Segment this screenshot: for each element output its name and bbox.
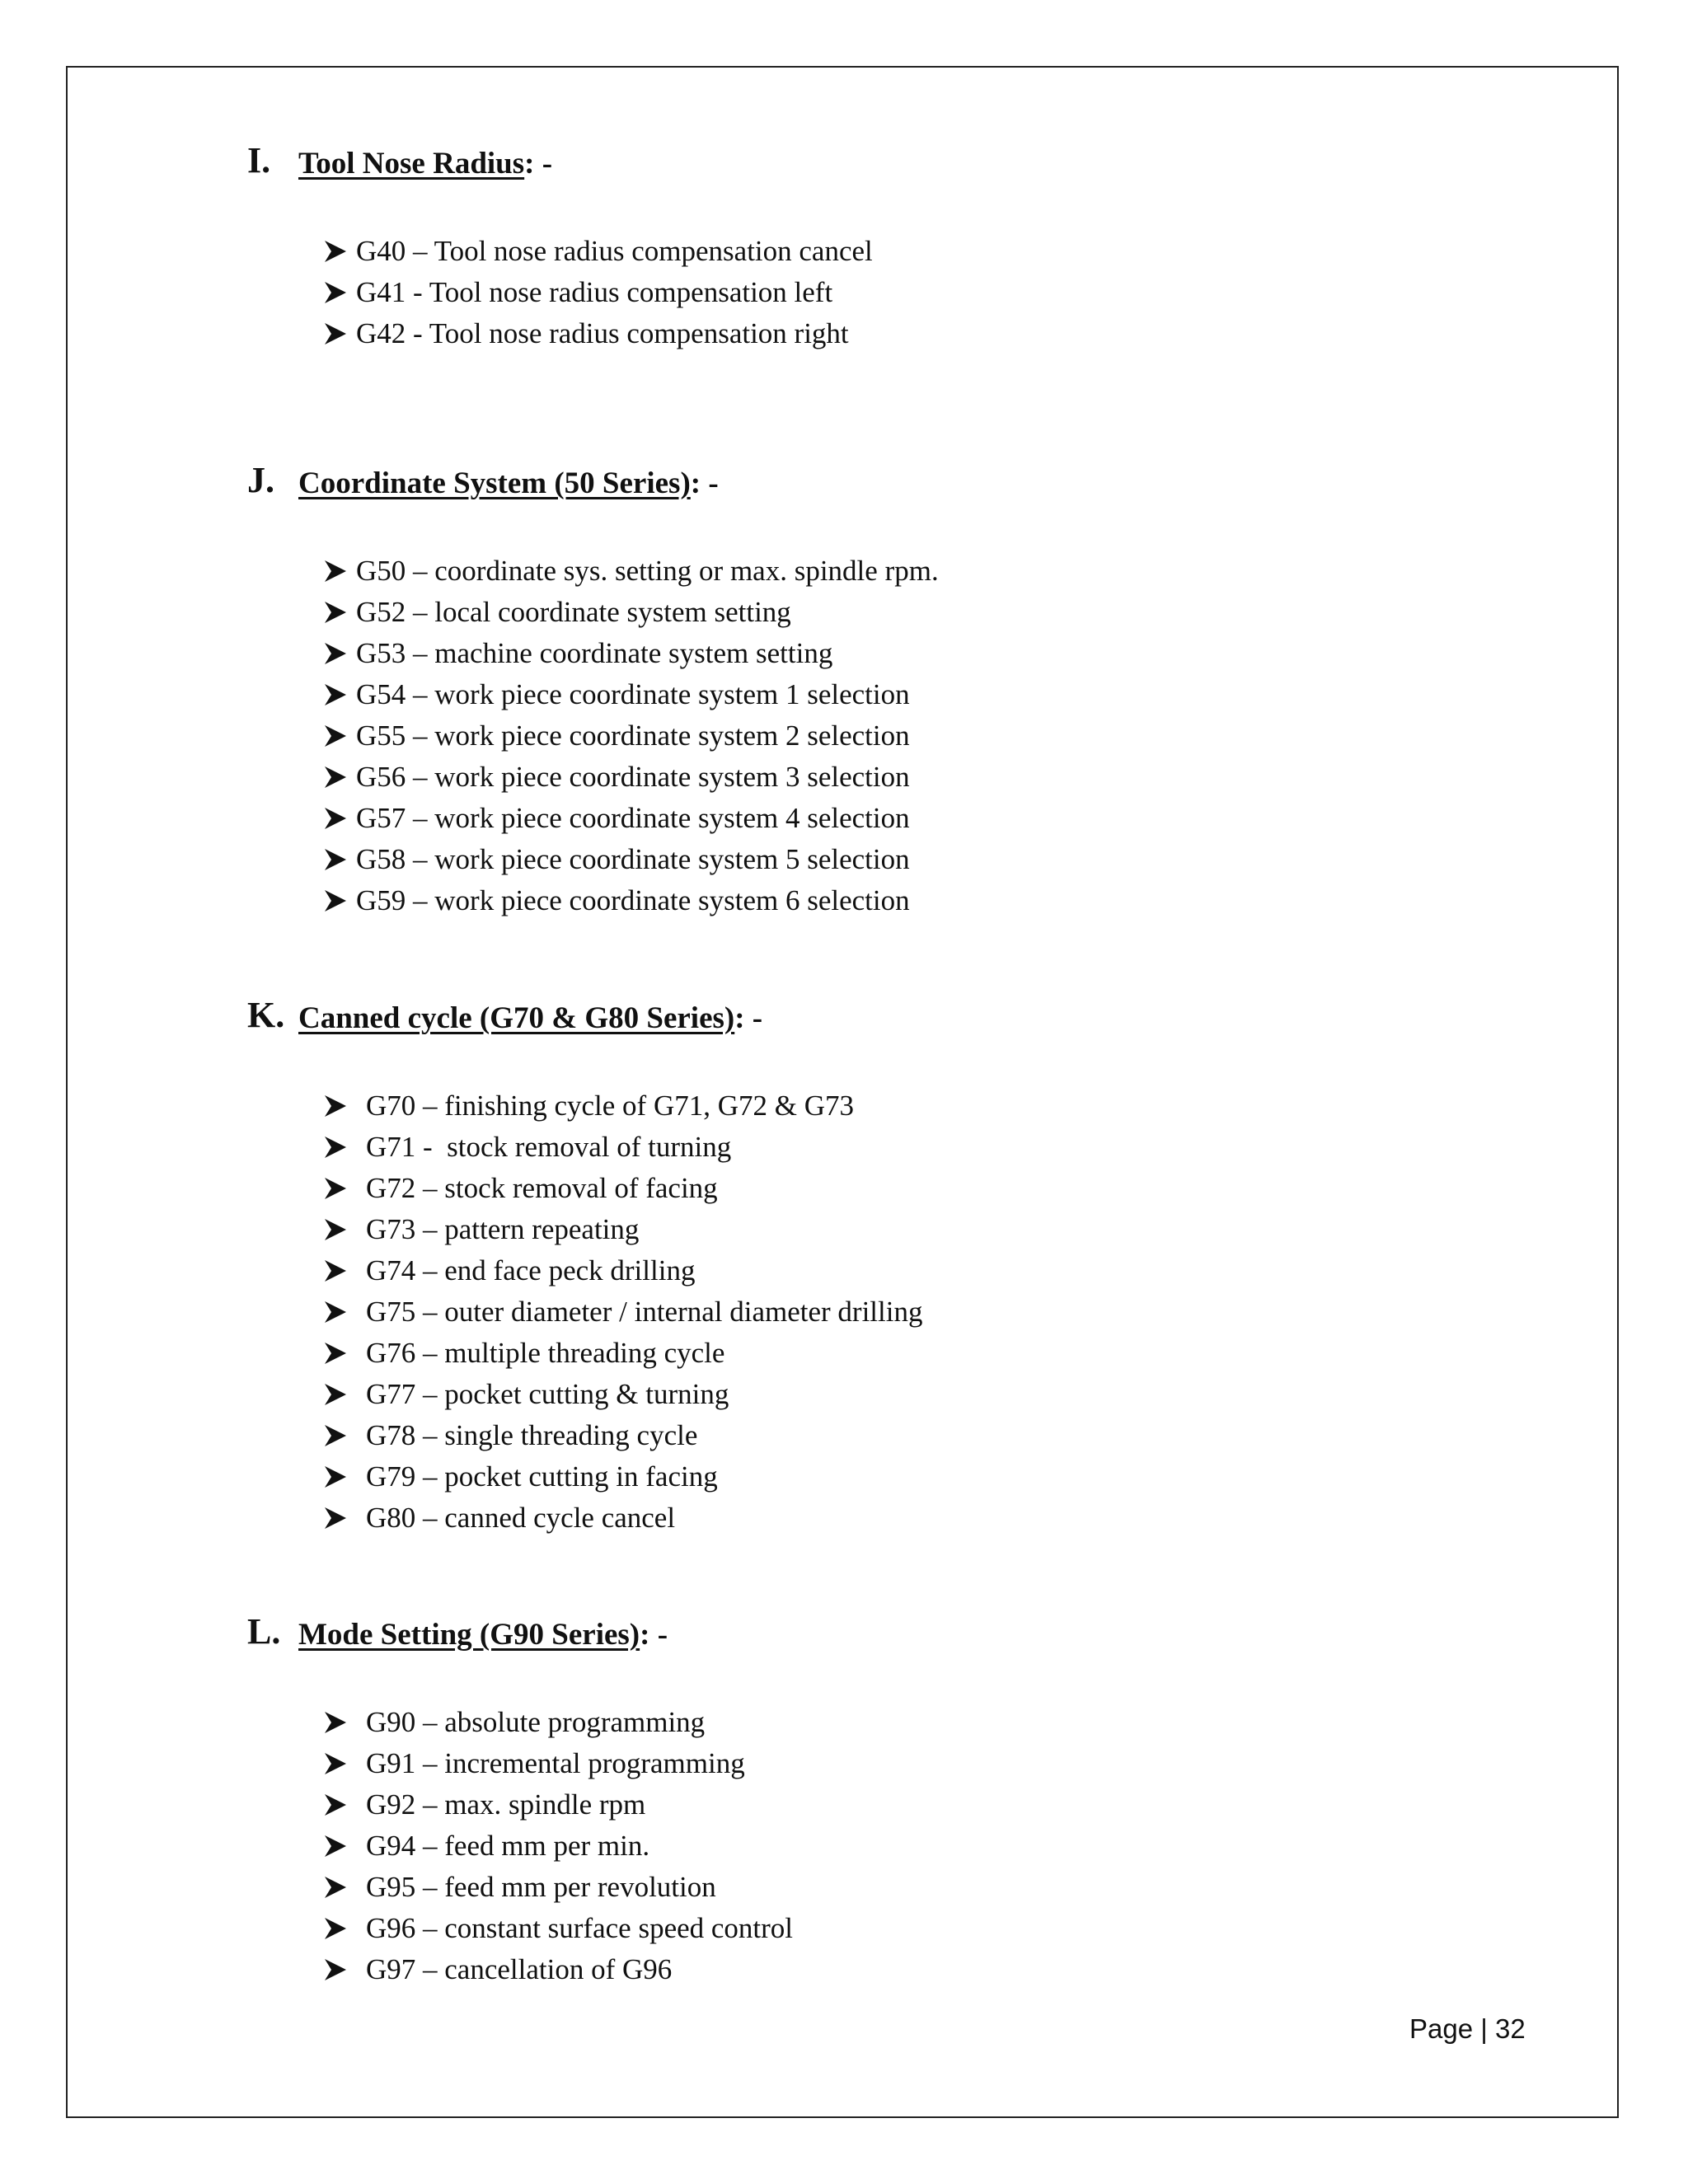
list-item-text: G97 – cancellation of G96 [366,1953,673,1985]
list-item [323,1127,922,1168]
list-item-text: G73 – pattern repeating [366,1213,640,1245]
arrowhead-bullet-icon [323,1710,348,1735]
list-item-text: G58 – work piece coordinate system 5 selection [356,843,910,875]
section-title [298,139,552,189]
list-item [323,1415,922,1456]
arrowhead-bullet-icon [323,1751,348,1776]
list-item-text: G79 – pocket cutting in facing [366,1460,718,1493]
list-item [323,1168,922,1209]
bullet-list [323,231,873,354]
list-item [323,313,873,354]
arrowhead-bullet-icon [323,1916,348,1941]
arrowhead-bullet-icon [323,847,348,872]
section-letter: L. [247,1611,281,1652]
list-item [323,551,939,592]
list-item-text: G55 – work piece coordinate system 2 selection [356,719,910,752]
arrowhead-bullet-icon [323,1217,348,1242]
list-item [323,1908,793,1949]
section-title-text: Coordinate System (50 Series) [298,466,691,500]
arrowhead-bullet-icon [323,1875,348,1900]
bullet-list [323,1702,793,1990]
section-title-suffix: : - [734,1001,763,1035]
arrowhead-bullet-icon [323,641,348,666]
list-item [323,1743,793,1784]
arrowhead-bullet-icon [323,1135,348,1160]
section-title-text: Canned cycle (G70 & G80 Series) [298,1001,735,1035]
list-item [323,715,939,757]
list-item [323,1374,922,1415]
list-item-text: G95 – feed mm per revolution [366,1871,716,1903]
arrowhead-bullet-icon [323,1465,348,1489]
list-item-text: G96 – constant surface speed control [366,1912,794,1944]
list-item-text: G57 – work piece coordinate system 4 selection [356,802,910,834]
list-item [323,1291,922,1333]
list-item-text: G70 – finishing cycle of G71, G72 & G73 [366,1090,855,1122]
list-item [323,1209,922,1250]
list-item [323,1333,922,1374]
arrowhead-bullet-icon [323,1423,348,1448]
list-item-text: G94 – feed mm per min. [366,1830,650,1862]
section-title-text: Mode Setting (G90 Series) [298,1618,640,1652]
list-item [323,231,873,272]
arrowhead-bullet-icon [323,888,348,913]
list-item-text: G50 – coordinate sys. setting or max. spindle rpm. [356,555,939,587]
arrowhead-bullet-icon [323,806,348,831]
list-item [323,757,939,798]
list-item [323,1250,922,1291]
list-item-text: G78 – single threading cycle [366,1419,698,1451]
list-item-text: G92 – max. spindle rpm [366,1788,646,1821]
section-title [298,459,719,509]
arrowhead-bullet-icon [323,1793,348,1817]
page-number: Page | 32 [1409,2013,1526,2044]
arrowhead-bullet-icon [323,724,348,748]
arrowhead-bullet-icon [323,1094,348,1118]
arrowhead-bullet-icon [323,239,348,264]
list-item [323,880,939,921]
arrowhead-bullet-icon [323,1341,348,1366]
arrowhead-bullet-icon [323,321,348,346]
list-item-text: G42 - Tool nose radius compensation right [356,317,849,349]
list-item [323,1702,793,1743]
list-item [323,674,939,715]
list-item-text: G40 – Tool nose radius compensation cancel [356,235,873,267]
section-title-suffix: : - [640,1618,668,1652]
bullet-list [323,551,939,921]
list-item [323,1456,922,1497]
arrowhead-bullet-icon [323,280,348,305]
list-item [323,592,939,633]
arrowhead-bullet-icon [323,1506,348,1530]
list-item [323,1949,793,1990]
section-title-suffix: : - [524,147,553,180]
list-item-text: G53 – machine coordinate system setting [356,637,833,669]
list-item-text: G41 - Tool nose radius compensation left [356,276,833,308]
section-title-suffix: : - [690,466,719,500]
list-item-text: G72 – stock removal of facing [366,1172,718,1204]
arrowhead-bullet-icon [323,1300,348,1324]
list-item-text: G71 - stock removal of turning [366,1131,732,1163]
list-item-text: G91 – incremental programming [366,1747,745,1779]
arrowhead-bullet-icon [323,765,348,790]
list-item [323,798,939,839]
bullet-list [323,1085,922,1539]
arrowhead-bullet-icon [323,682,348,707]
list-item-text: G77 – pocket cutting & turning [366,1378,729,1410]
section-letter: K. [247,995,285,1035]
list-item [323,1784,793,1825]
arrowhead-bullet-icon [323,1258,348,1283]
arrowhead-bullet-icon [323,1957,348,1982]
list-item-text: G76 – multiple threading cycle [366,1337,725,1369]
list-item [323,1867,793,1908]
list-item-text: G59 – work piece coordinate system 6 selection [356,884,910,916]
section-letter: I. [247,140,271,180]
section-letter: J. [247,460,274,500]
section-title-text: Tool Nose Radius [298,147,525,180]
list-item [323,272,873,313]
list-item-text: G54 – work piece coordinate system 1 selection [356,678,910,710]
list-item-text: G90 – absolute programming [366,1706,706,1738]
arrowhead-bullet-icon [323,559,348,583]
section-title [298,994,762,1043]
arrowhead-bullet-icon [323,600,348,625]
list-item [323,1825,793,1867]
list-item-text: G74 – end face peck drilling [366,1254,696,1286]
list-item [323,839,939,880]
list-item [323,1497,922,1539]
list-item-text: G75 – outer diameter / internal diameter drilling [366,1296,923,1328]
arrowhead-bullet-icon [323,1176,348,1201]
list-item-text: G52 – local coordinate system setting [356,596,791,628]
arrowhead-bullet-icon [323,1834,348,1858]
section-title [298,1610,668,1660]
list-item-text: G56 – work piece coordinate system 3 selection [356,761,910,793]
list-item [323,1085,922,1127]
arrowhead-bullet-icon [323,1382,348,1407]
list-item-text: G80 – canned cycle cancel [366,1502,676,1534]
list-item [323,633,939,674]
